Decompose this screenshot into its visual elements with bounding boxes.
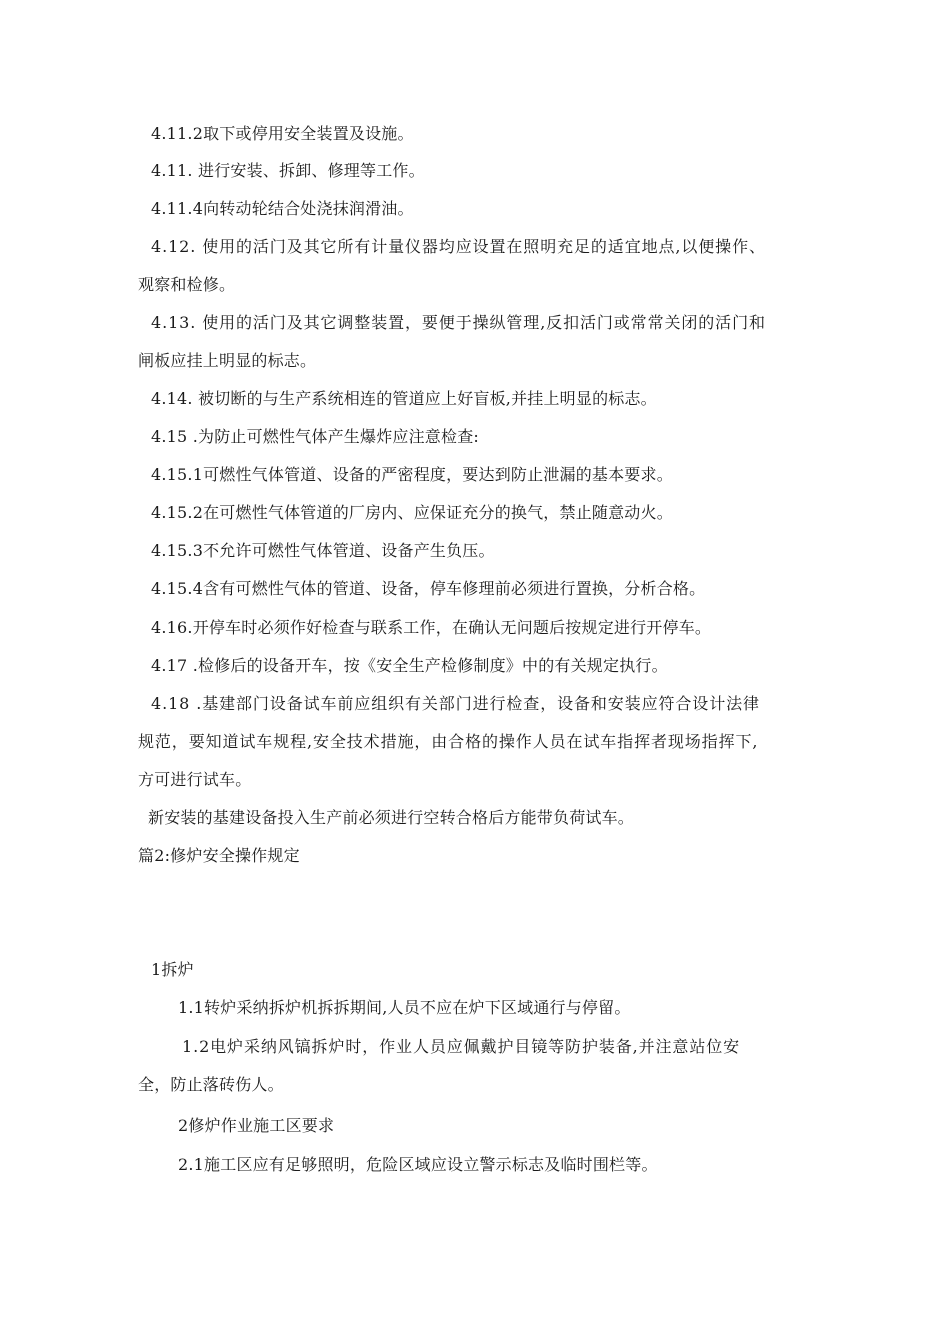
text-line: 4.15 .为防止可燃性气体产生爆炸应注意检查:: [151, 427, 479, 446]
text-line: 4.16.开停车时必须作好检查与联系工作，在确认无问题后按规定进行开停车。: [151, 618, 712, 637]
text-line: 4.15.1可燃性气体管道、设备的严密程度，要达到防止泄漏的基本要求。: [151, 465, 673, 484]
text-line: 4.15.4含有可燃性气体的管道、设备，停车修理前必须进行置换，分析合格。: [151, 579, 706, 598]
text-line: 闸板应挂上明显的标志。: [138, 351, 317, 370]
text-line: 4.15.2在可燃性气体管道的厂房内、应保证充分的换气，禁止随意动火。: [151, 503, 673, 522]
text-line: 方可进行试车。: [138, 770, 252, 789]
text-line: 4.11. 进行安装、拆卸、修理等工作。: [151, 161, 425, 180]
text-line: 观察和检修。: [138, 275, 236, 294]
text-line: 2.1施工区应有足够照明，危险区域应设立警示标志及临时围栏等。: [178, 1155, 658, 1174]
text-line: 4.18 .基建部门设备试车前应组织有关部门进行检查，设备和安装应符合设计法律: [151, 694, 760, 713]
text-line: 4.11.2取下或停用安全装置及设施。: [151, 124, 414, 143]
text-line: 1.2电炉采纳风镐拆炉时，作业人员应佩戴护目镜等防护装备,并注意站位安: [182, 1037, 741, 1056]
text-line: 4.13. 使用的活门及其它调整装置，要便于操纵管理,反扣活门或常常关闭的活门和: [151, 313, 766, 332]
text-line: 4.17 .检修后的设备开车，按《安全生产检修制度》中的有关规定执行。: [151, 656, 668, 675]
section-heading: 篇2:修炉安全操作规定: [138, 846, 300, 865]
subsection-heading: 2修炉作业施工区要求: [178, 1116, 335, 1135]
text-line: 规范，要知道试车规程,安全技术措施，由合格的操作人员在试车指挥者现场指挥下,: [138, 732, 759, 751]
text-line: 全，防止落砖伤人。: [138, 1075, 284, 1094]
text-line: 新安装的基建设备投入生产前必须进行空转合格后方能带负荷试车。: [148, 808, 635, 827]
text-line: 4.15.3不允许可燃性气体管道、设备产生负压。: [151, 541, 495, 560]
subsection-heading: 1拆炉: [151, 960, 194, 979]
text-line: 4.12. 使用的活门及其它所有计量仪器均应设置在照明充足的适宜地点,以便操作、: [151, 237, 766, 256]
text-line: 4.14. 被切断的与生产系统相连的管道应上好盲板,并挂上明显的标志。: [151, 389, 657, 408]
text-line: 4.11.4向转动轮结合处浇抹润滑油。: [151, 199, 414, 218]
text-line: 1.1转炉采纳拆炉机拆拆期间,人员不应在炉下区域通行与停留。: [178, 998, 631, 1017]
